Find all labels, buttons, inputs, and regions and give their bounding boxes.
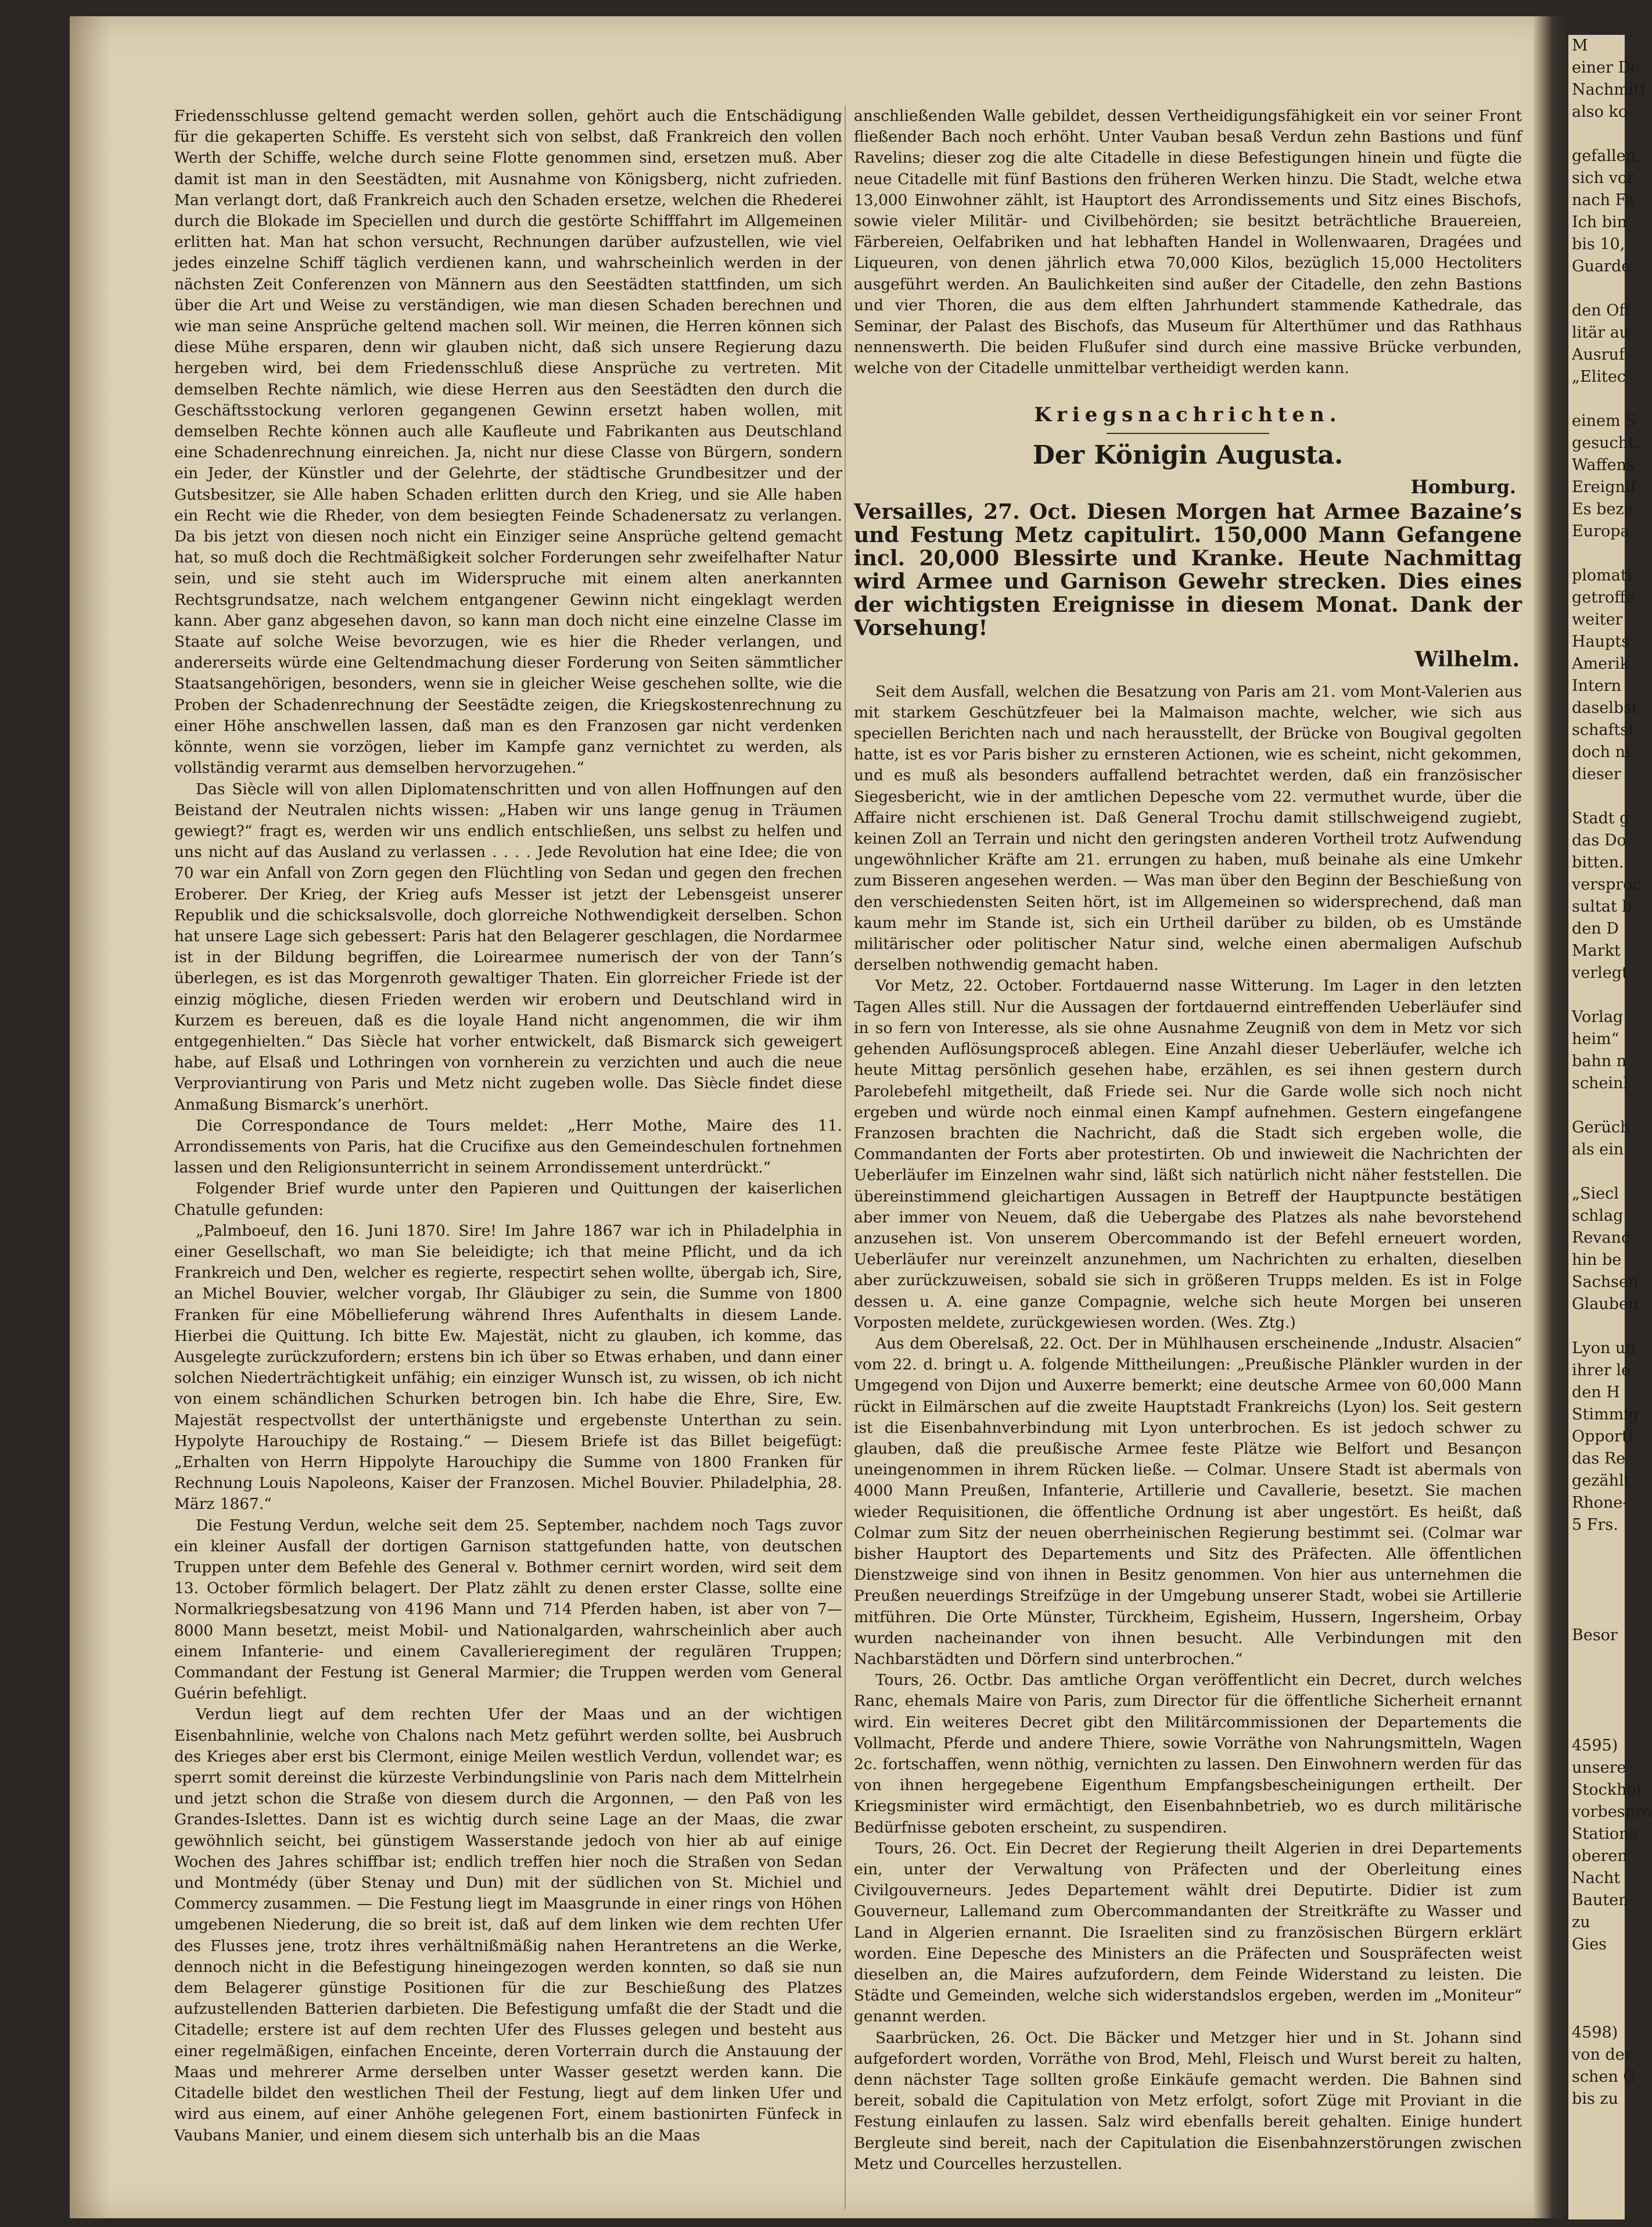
adjacent-page-fragment <box>1568 1978 1625 2000</box>
adjacent-page-fragment: litär au <box>1572 324 1630 342</box>
adjacent-page-fragment: Revanc <box>1572 1229 1631 1247</box>
adjacent-page-fragment: ihrer le <box>1572 1361 1631 1379</box>
adjacent-page-fragment: von der <box>1572 2046 1632 2064</box>
adjacent-page-fragment: Europa <box>1572 522 1630 540</box>
adjacent-page-fragment <box>1568 1669 1625 1691</box>
adjacent-page-fragment <box>1568 543 1625 565</box>
adjacent-page-fragment: Opporti <box>1572 1428 1633 1446</box>
adjacent-page-fragment: das Re <box>1572 1450 1626 1468</box>
adjacent-page-fragment: bis zu <box>1572 2090 1618 2108</box>
adjacent-page-fragment: heim“ <box>1572 1030 1619 1048</box>
adjacent-page-fragment <box>1568 1536 1625 1558</box>
book-gutter <box>1534 16 1568 2218</box>
adjacent-page-fragment: einer De <box>1572 59 1640 77</box>
adjacent-page-fragment: sultat b <box>1572 898 1632 916</box>
adjacent-page-fragment: „Elitec <box>1572 368 1626 386</box>
article-paragraph: Das Siècle will von allen Diplomatenschritten und von allen Hoffnungen auf den Beistand der Neutralen nichts wissen: „Haben wir uns lange genug in Träumen gewiegt?“ fragt es, werden wir uns endlich entschließen, uns selbst zu helfen und uns nicht auf das Ausland zu verlassen . . . . Jede Revolution hat eine Idee; die von 70 war ein Anfall von Zorn gegen den Flüchtling von Sedan und gegen den frechen Eroberer. Der Krieg, der Krieg aufs Messer ist jetzt der Lebensgeist unserer Republik und die schicksalsvolle, doch glorreiche Nothwendigkeit derselben. Schon hat unsere Lage sich gebessert: Paris hat den Belagerer geschlagen, die Nordarmee ist in der Bildung begriffen, die Loirearmee numerisch der von der Tann’s überlegen, es ist das Morgenroth gewaltiger Thaten. Ein glorreicher Friede ist der einzig mögliche, diesen Frieden werden wir erobern und Deutschland wird in Kurzem es bereuen, daß es die loyale Hand nicht angenommen, die wir ihm entgegenhielten.“ Das Siècle hat vorher entwickelt, daß Bismarck sich geweigert habe, auf Elsaß und Lothringen von vornherein zu verzichten und auch die neue Verproviantirung von Paris und Metz nicht zugeben wolle. Das Siècle findet diese Anmaßung Bismarck’s unerhört. <box>174 780 842 1114</box>
adjacent-page-fragment: nach Fa <box>1572 191 1635 209</box>
adjacent-page-fragment: gesucht. <box>1572 434 1640 452</box>
adjacent-page-fragment <box>1568 388 1625 410</box>
telegram-text: Versailles, 27. Oct. Diesen Morgen hat Armee Bazaine’s und Festung Metz capitulirt. 150,000 Mann Gefangene incl. 20,000 Blessirte und Kranke. Heute Nachmittag wird Armee und Garnison Gewehr strecken. Dies eines der wichtigsten Ereignisse in diesem Monat. Dank der Vorsehung! <box>854 499 1522 640</box>
adjacent-page-fragment: Rhone- <box>1572 1494 1628 1512</box>
adjacent-page-fragment: als ein <box>1572 1141 1624 1159</box>
adjacent-page-fragment: M <box>1572 37 1588 55</box>
adjacent-page-fragment <box>1568 1315 1625 1337</box>
adjacent-page-fragment: den D <box>1572 920 1619 938</box>
adjacent-page-fragment: versproc <box>1572 876 1642 894</box>
adjacent-page-fragment: Stimmig <box>1572 1405 1639 1423</box>
adjacent-page-fragment: Waffens <box>1572 456 1635 474</box>
telegram-place: Homburg. <box>1410 475 1516 498</box>
adjacent-page-fragment: Markt <box>1572 942 1621 960</box>
adjacent-page-fragment <box>1568 2000 1625 2022</box>
article-paragraph: Friedensschlusse geltend gemacht werden sollen, gehört auch die Entschädigung für die gekaperten Schiffe. Es versteht sich von selbst, daß Frankreich den vollen Werth der Schiffe, welche durch seine Flotte genommen sind, ersetzen muß. Aber damit ist man in den Seestädten, mit Ausnahme von Königsberg, nicht zufrieden. Man verlangt dort, daß Frankreich auch den Schaden ersetze, welchen die Rhederei durch die Blokade im Speciellen und durch die gestörte Schifffahrt im Allgemeinen erlitten hat. Man hat schon versucht, Rechnungen darüber aufzustellen, wie viel jedes einzelne Schiff täglich verdienen kann, und wahrscheinlich werden in der nächsten Zeit Conferenzen von Männern aus den Seestädten stattfinden, um sich über die Art und Weise zu verständigen, wie man diesen Schaden berechnen und wie man seine Ansprüche geltend machen soll. Wir meinen, die Herren können sich diese Mühe ersparen, denn wir glauben nicht, daß sich unsere Regierung dazu hergeben wird, bei dem Friedensschluß diese Ansprüche zu vertreten. Mit demselben Rechte nämlich, wie diese Herren aus den Seestädten den durch die Geschäftsstockung verloren gegangenen Gewinn ersetzt haben wollen, mit demselben Rechte können auch alle Kaufleute und Fabrikanten aus Deutschland eine Schadenrechnung einreichen. Ja, nicht nur diese Classe von Bürgern, sondern ein Jeder, der Künstler und der Gelehrte, der städtische Grundbesitzer und der Gutsbesitzer, sie Alle haben Schaden erlitten durch den Krieg, und sie Alle haben ein Recht wie die Rheder, von dem besiegten Feinde Schadenersatz zu verlangen. Da bis jetzt von diesen noch nicht ein Einziger seine Ansprüche geltend gemacht hat, so muß doch die Rechtmäßigkeit solcher Forderungen sehr zweifelhafter Natur sein, und sie steht auch im Widerspruche mit einem alten anerkannten Rechtsgrundsatze, nach welchem entgangener Gewinn nicht eingeklagt werden kann. Aber ganz abgesehen davon, so kann man doch nicht eine einzelne Classe im Staate auf solche Weise bevorzugen, wie es hier die Rheder verlangen, und andererseits würde eine Geltendmachung dieser Forderung von Seiten sämmtlicher Staatsangehörigen, besonders, wenn sie in gleicher Weise geschehen sollte, wie die Proben der Schadenrechnung der Seestädte zeigen, die Kriegskostenrechnung zu einer Höhe anschwellen lassen, daß man es den Franzosen gar nicht verdenken könnte, wenn sie vorzögen, lieber im Kampfe ganz vernichtet zu werden, als vollständig verarmt aus demselben hervorzugehen.“ <box>174 107 842 777</box>
adjacent-page-fragment <box>1568 1713 1625 1735</box>
adjacent-page-fragment: oberen <box>1572 1847 1628 1865</box>
adjacent-page-fragment: also ko <box>1572 103 1628 121</box>
article-paragraph: „Palmboeuf, den 16. Juni 1870. Sire! Im Jahre 1867 war ich in Philadelphia in einer Gesellschaft, wo man Sie beleidigte; ich that meine Pflicht, und da ich Frankreich und Den, welcher es regierte, respectirt sehen wollte, übergab ich, Sire, an Michel Bouvier, welcher vorgab, Ihr Gläubiger zu sein, die Summe von 1800 Franken für eine Möbellieferung während Ihres Aufenthalts in diesem Lande. Hierbei die Quittung. Ich bitte Ew. Majestät, nicht zu glauben, ich komme, das Ausgelegte zurückzufordern; erstens bin ich über so Etwas erhaben, und dann einer solchen Niederträchtigkeit unfähig; ein einziger Wunsch ist, zu wissen, ob ich nicht von einem schändlichen Schurken betrogen bin. Ich habe die Ehre, Sire, Ew. Majestät respectvollst der unterthänigste und ergebenste Unterthan zu sein. Hypolyte Harouchipy de Rostaing.“ — Diesem Briefe ist das Billet beigefügt: „Erhalten von Herrn Hippolyte Harouchipy die Summe von 1800 Franken für Rechnung Louis Napoleons, Kaiser der Franzosen. Michel Bouvier. Philadelphia, 28. März 1867.“ <box>174 1221 842 1514</box>
adjacent-page-fragment: schaftst <box>1572 721 1635 739</box>
adjacent-page-fragment: zu <box>1572 1913 1590 1931</box>
article-paragraph: Saarbrücken, 26. Oct. Die Bäcker und Metzger hier und in St. Johann sind aufgefordert worden, Vorräthe von Brod, Mehl, Fleisch und Wurst bereit zu halten, denn nächster Tage sollten große Einkäufe gemacht werden. Die Bahnen sind bereit, sobald die Capitulation von Metz erfolgt, sofort Züge mit Proviant in die Festung einlaufen zu lassen. Salz wird ebenfalls bereit gehalten. Einige hundert Bergleute sind bereit, nach der Capitulation die Eisenbahnzerstörungen zwischen Metz und Courcelles herzustellen. <box>854 2028 1522 2173</box>
adjacent-page-fragment: Guarde <box>1572 257 1631 275</box>
article-paragraph: Verdun liegt auf dem rechten Ufer der Maas und an der wichtigen Eisenbahnlinie, welche von Chalons nach Metz geführt werden sollte, bei Ausbruch des Krieges aber erst bis Clermont, einige Meilen westlich Verdun, vollendet war; es sperrt somit dereinst die kürzeste Verbindungslinie von Paris nach dem Mittelrhein und jetzt schon die Straße von diesem durch die Argonnen, — den Paß von les Grandes-Islettes. Dann ist es wichtig durch seine Lage an der Maas, die zwar gewöhnlich seicht, bei günstigem Wasserstande jedoch von hier ab auf einige Wochen des Jahres schiffbar ist; endlich treffen hier noch die Straßen von Sedan und Montmédy (über Stenay und Dun) mit der südlichen von St. Michiel und Commercy zusammen. — Die Festung liegt im Maasgrunde in einer rings von Höhen umgebenen Niederung, die so breit ist, daß auf dem linken wie dem rechten Ufer des Flusses jene, trotz ihres verhältnißmäßig nahen Herantretens an die Werke, dennoch nicht in die Befestigung hineingezogen werden konnten, so daß sie nun dem Belagerer günstige Positionen für die zur Beschießung des Platzes aufzustellenden Batterien darbieten. Die Befestigung umfaßt die der Stadt und die Citadelle; erstere ist auf dem rechten Ufer des Flusses gelegen und besteht aus einer regelmäßigen, einfachen Enceinte, deren Vorterrain durch die Anstauung der Maas und mehrerer Arme derselben unter Wasser gesetzt werden kann. Die Citadelle bildet den westlichen Theil der Festung, liegt auf dem linken Ufer und wird aus einem, auf einer Anhöhe gelegenen Fort, einem bastionirten Fünfeck in Vaubans Manier, und einem diesem sich unterhalb bis an die Maas <box>174 1705 842 2144</box>
adjacent-page-fragment: unsere <box>1572 1759 1626 1777</box>
adjacent-page-strip <box>1568 35 1652 2219</box>
adjacent-page-fragment <box>1568 1691 1625 1713</box>
adjacent-page-fragment: 5 Frs. <box>1572 1516 1618 1534</box>
adjacent-page-fragment: Ausruf <box>1572 346 1625 364</box>
section-rule <box>1107 433 1269 434</box>
column-divider <box>845 106 846 2209</box>
adjacent-page-fragment: Bauten <box>1572 1891 1629 1909</box>
adjacent-page-fragment <box>1568 123 1625 145</box>
adjacent-page-fragment <box>1568 278 1625 300</box>
article-paragraph: Aus dem Oberelsaß, 22. Oct. Der in Mühlhausen erscheinende „Industr. Alsacien“ vom 22. d. bringt u. A. folgende Mittheilungen: „Preußische Plänkler wurden in der Umgegend von Dijon und Auxerre bemerkt; eine deutsche Armee von 60,000 Mann rückt in Eilmärschen auf die zweite Hauptstadt Frankreichs (Lyon) los. Seit gestern ist die Eisenbahnverbindung mit Lyon unterbrochen. Es ist jedoch schwer zu glauben, daß die preußische Armee feste Plätze wie Belfort und Besançon uneingenommen in ihrem Rücken ließe. — Colmar. Unsere Stadt ist abermals von 4000 Mann Preußen, Infanterie, Artillerie und Cavallerie, besetzt. Sie machen wieder Requisitionen, die öffentliche Ordnung ist aber ungestört. Es heißt, daß Colmar zum Sitz der neuen oberrheinischen Regierung bestimmt sei. (Colmar war bisher Hauptort des Departements und Sitz des Präfecten. Alle öffentlichen Dienstzweige sind von ihnen in Besitz genommen. Von hier aus unternehmen die Preußen neuerdings Streifzüge in der Umgebung unserer Stadt, wobei sie Artillerie mitführen. Die Orte Münster, Türckheim, Egisheim, Hussern, Ingersheim, Orbay wurden nacheinander von ihnen besucht. Alle Verbindungen mit den Nachbarstädten und Dörfern sind unterbrochen.“ <box>854 1334 1522 1668</box>
adjacent-page-fragment <box>1568 1095 1625 1117</box>
adjacent-page-fragment: Intern <box>1572 677 1622 695</box>
adjacent-page-fragment: gezählt <box>1572 1472 1631 1490</box>
adjacent-page-fragment <box>1568 1647 1625 1669</box>
adjacent-page-fragment: schlag <box>1572 1207 1624 1225</box>
right-column <box>854 106 1522 2209</box>
telegram-signature: Wilhelm. <box>1414 647 1520 672</box>
adjacent-page-fragment: Gies <box>1572 1935 1607 1953</box>
adjacent-page-fragment: verlegt <box>1572 964 1628 982</box>
section-title: Kriegsnachrichten. <box>1034 403 1342 426</box>
adjacent-page-fragment: sich vor <box>1572 169 1635 187</box>
adjacent-page-fragment: den H <box>1572 1383 1620 1401</box>
adjacent-page-fragment: bitten. <box>1572 853 1624 872</box>
adjacent-page-fragment: daselbst <box>1572 699 1638 717</box>
adjacent-page-fragment: getroffe <box>1572 589 1635 607</box>
adjacent-page-fragment: scheinl <box>1572 1074 1629 1092</box>
adjacent-page-fragment: Sachsen <box>1572 1273 1639 1291</box>
adjacent-page-fragment: Gerüch <box>1572 1118 1631 1136</box>
adjacent-page-fragment <box>1568 1558 1625 1580</box>
adjacent-page-fragment: weiter <box>1572 611 1623 629</box>
adjacent-page-fragment: Lyon un <box>1572 1339 1636 1357</box>
article-paragraph: Die Festung Verdun, welche seit dem 25. September, nachdem noch Tags zuvor ein kleiner Ausfall der dortigen Garnison stattgefunden hatte, von deutschen Truppen unter dem Befehle des General v. Bothmer cernirt worden, wird seit dem 13. October förmlich belagert. Der Platz zählt zu denen erster Classe, sollte eine Normalkriegsbesatzung von 4196 Mann und 714 Pferden haben, ist aber von 7—8000 Mann besetzt, meist Mobil- und Nationalgarden, wahrscheinlich aber auch einem Infanterie- und einem Cavallerieregiment der regulären Truppen; Commandant der Festung ist General Marmier; die Truppen werden vom General Guérin befehligt. <box>174 1516 842 1703</box>
adjacent-page-fragment: einem S <box>1572 412 1636 430</box>
adjacent-page-fragment: den Off <box>1572 302 1631 320</box>
page-edge-shadow <box>70 16 110 2218</box>
adjacent-page-fragment: gefallen, <box>1572 147 1641 165</box>
adjacent-page-fragment: Ereignif <box>1572 478 1636 496</box>
article-paragraph: Folgender Brief wurde unter den Papieren und Quittungen der kaiserlichen Chatulle gefunden: <box>174 1179 842 1219</box>
adjacent-page-fragment: Haupts <box>1572 633 1630 651</box>
adjacent-page-fragment: Vorlag <box>1572 1008 1624 1026</box>
adjacent-page-fragment <box>1568 786 1625 808</box>
article-paragraph: Tours, 26. Octbr. Das amtliche Organ veröffentlicht ein Decret, durch welches Ranc, ehemals Maire von Paris, zum Director für die öffentliche Sicherheit ernannt wird. Ein weiteres Decret gibt den Militärcommissionen der Departements die Vollmacht, Pferde und andere Thiere, sowie Vorräthe von Nahrungsmitteln, Wagen 2c. fortschaffen, wenn nöthig, vernichten zu lassen. Den Einwohnern werden für das von ihnen hergegebene Eigenthum Empfangsbescheinigungen ertheilt. Der Kriegsminister wird ermächtigt, den Eisenbahnbetrieb, wo es durch militärische Bedürfnisse geboten erscheint, zu suspendiren. <box>854 1671 1522 1837</box>
adjacent-page-fragment: bahn n <box>1572 1052 1627 1070</box>
article-paragraph: anschließenden Walle gebildet, dessen Vertheidigungsfähigkeit ein vor seiner Front fließender Bach noch erhöht. Unter Vauban besaß Verdun zehn Bastions und fünf Ravelins; dieser zog die alte Citadelle in diese Befestigungen hinein und fügte die neue Citadelle mit fünf Bastions den früheren Werken hinzu. Die Stadt, welche etwa 13,000 Einwohner zählt, ist Hauptort des Arrondissements und Sitz eines Bischofs, sowie vieler Militär- und Civilbehörden; sie besitzt beträchtliche Brauereien, Färbereien, Oelfabriken und hat lebhaften Handel in Wollenwaaren, Dragées und Liqueuren, von denen jährlich etwa 70,000 Kilos, bezüglich 15,000 Hectoliters ausgeführt werden. An Baulichkeiten sind außer der Citadelle, den zehn Bastions und vier Thoren, die aus dem elften Jahrhundert stammende Kathedrale, das Seminar, der Palast des Bischofs, das Museum für Alterthümer und das Rathhaus nennenswerth. Die beiden Flußufer sind durch eine massive Brücke verbunden, welche von der Citadelle unmittelbar vertheidigt werden kann. <box>854 107 1522 378</box>
adjacent-page-fragment <box>1568 984 1625 1006</box>
adjacent-page-fragment: bis 10, <box>1572 235 1625 253</box>
adjacent-page-fragment: plomati <box>1572 566 1632 584</box>
adjacent-page-fragment: doch ni <box>1572 743 1631 761</box>
article-paragraph: Die Correspondance de Tours meldet: „Herr Mothe, Maire des 11. Arrondissements von Paris, hat die Crucifixe aus den Gemeindeschulen fortnehmen lassen und den Religionsunterricht in seinem Arrondissement unterdrückt.“ <box>174 1116 842 1177</box>
adjacent-page-fragment: „Siecl <box>1572 1185 1619 1203</box>
adjacent-page-fragment <box>1568 1161 1625 1183</box>
adjacent-page-fragment <box>1568 1956 1625 1978</box>
adjacent-page-fragment: Nachmitt <box>1572 81 1647 99</box>
adjacent-page-fragment: 4595) <box>1572 1737 1618 1755</box>
adjacent-page-fragment: Besor <box>1572 1626 1618 1644</box>
adjacent-page-fragment: vorbespro <box>1572 1803 1652 1821</box>
adjacent-page-fragment: Nacht <box>1572 1869 1621 1887</box>
adjacent-page-fragment: 4598) <box>1572 2024 1618 2042</box>
adjacent-page-fragment: Es beze <box>1572 500 1633 518</box>
article-paragraph: Tours, 26. Oct. Ein Decret der Regierung theilt Algerien in drei Departements ein, unter der Verwaltung von Präfecten und der Oberleitung eines Civilgouverneurs. Jedes Departement wählt drei Deputirte. Didier ist zum Gouverneur, Lallemand zum Obercommandanten der Streitkräfte zu Wasser und Land in Algerien ernannt. Die Israeliten sind zu französischen Bürgern erklärt worden. Eine Depesche des Ministers an die Präfecten und Souspräfecten weist dieselben an, die Maires aufzufordern, dem Feinde Widerstand zu leisten. Die Städte und Gemeinden, welche sich widerstandslos ergeben, werden im „Moniteur“ genannt werden. <box>854 1839 1522 2026</box>
adjacent-page-fragment: das Do <box>1572 831 1626 849</box>
adjacent-page-fragment: hin be <box>1572 1251 1622 1269</box>
adjacent-page-fragment: schen G <box>1572 2068 1636 2086</box>
adjacent-page-fragment <box>1568 1602 1625 1624</box>
adjacent-page-fragment: dieser <box>1572 765 1621 783</box>
article-paragraph: Seit dem Ausfall, welchen die Besatzung von Paris am 21. vom Mont-Valerien aus mit starkem Geschützfeuer bei la Malmaison machte, welcher, wie sich aus speciellen Berichten nach und nach herausstellt, der Brücke von Bougival gegolten hatte, ist es vor Paris bisher zu ernsteren Actionen, wie es scheint, nicht gekommen, und es muß als besonders auffallend betrachtet werden, daß ein französischer Siegesbericht, wie in der amtlichen Depesche vom 22. vermuthet wurde, über die Affaire nicht erschienen ist. Daß General Trochu damit stillschweigend zugiebt, keinen Zoll an Terrain und nicht den geringsten anderen Vortheil trotz Aufwendung ungewöhnlicher Kräfte am 21. errungen zu haben, muß beinahe als eine Umkehr zum Bisseren angesehen werden. — Was man über den Beginn der Beschießung von den verschiedensten Seiten hört, ist im Allgemeinen so widersprechend, daß man kaum mehr im Stande ist, sich ein Urtheil darüber zu bilden, ob es Umstände militärischer oder politischer Natur sind, welche einen abermaligen Aufschub derselben nothwendig gemacht haben. <box>854 682 1522 974</box>
telegram-heading: Der Königin Augusta. <box>1032 440 1344 470</box>
article-paragraph: Vor Metz, 22. October. Fortdauernd nasse Witterung. Im Lager in den letzten Tagen Alles still. Nur die Aussagen der fortdauernd eintreffenden Ueberläufer sind in so fern von Interesse, als sie ohne Ausnahme Zeugniß von dem in Metz vor sich gehenden Auflösungsproceß ablegen. Eine Anzahl dieser Ueberläufer, welche ich heute Mittag persönlich gesehen habe, erzählen, es sei ihnen gestern durch Parolebefehl mitgetheilt, daß Friede sei. Nur die Garde wolle sich noch nicht ergeben und würde noch einmal einen Kampf aufnehmen. Gestern eingefangene Franzosen brachten die Nachricht, daß die Stadt sich ergeben wolle, die Commandanten der Forts aber protestirten. Ob und inwieweit die Nachrichten der Ueberläufer im Einzelnen wahr sind, läßt sich natürlich nicht näher feststellen. Die übereinstimmend gleichartigen Aussagen in Betreff der Hauptpuncte bestätigen aber immer von Neuem, daß die Uebergabe des Platzes als nahe bevorstehend anzusehen ist. Von unserem Obercommando ist der Befehl erneuert worden, Ueberläufer nur vereinzelt anzunehmen, um Nachrichten zu erhalten, dieselben aber zurückzuweisen, sobald sie sich in größeren Trupps melden. Es ist in Folge dessen u. A. eine ganze Compagnie, welche sich heute Morgen bei unseren Vorposten meldete, zurückgewiesen worden. (Wes. Ztg.) <box>854 977 1522 1332</box>
adjacent-page-fragment: Amerik <box>1572 655 1629 673</box>
adjacent-page-fragment: Ich bin <box>1572 213 1628 231</box>
adjacent-page-fragment: Stockhol <box>1572 1781 1642 1799</box>
adjacent-page-fragment: Glauben <box>1572 1295 1639 1313</box>
left-column <box>174 106 842 2209</box>
adjacent-page-fragment: Stadt g <box>1572 809 1630 827</box>
adjacent-page-fragment <box>1568 1580 1625 1602</box>
adjacent-page-fragment: Stations <box>1572 1825 1637 1843</box>
